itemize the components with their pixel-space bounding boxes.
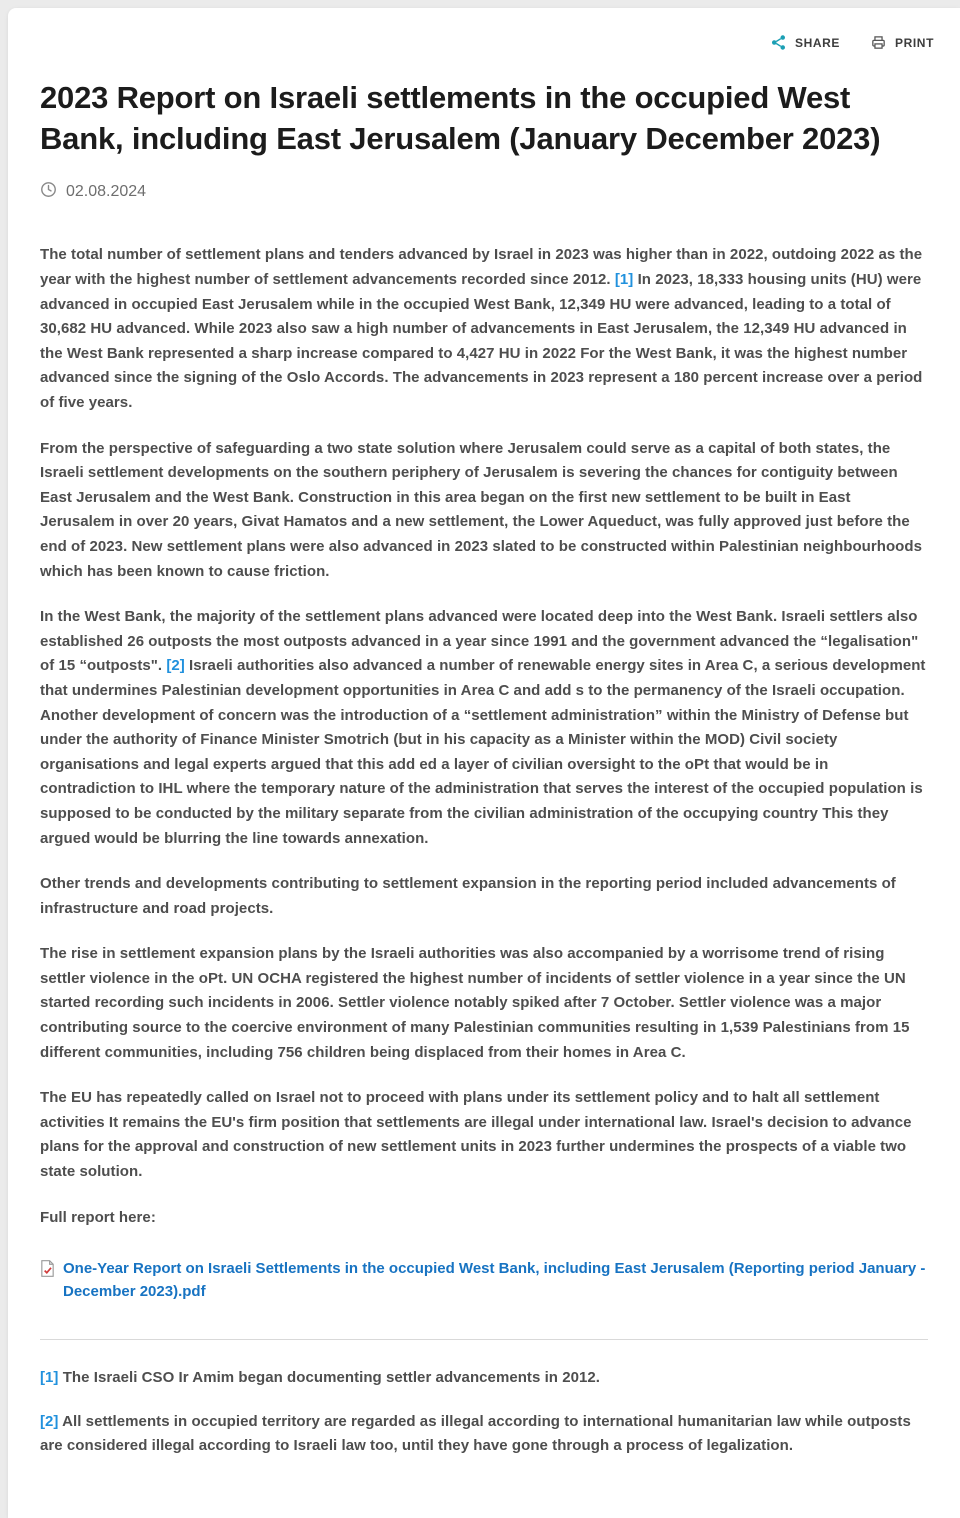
- paragraph-6: [40, 1086, 928, 1184]
- paragraph-text: Other trends and developments contributing to settlement expansion in the reporting period included advancements of infrastructure and road projects.: [40, 875, 896, 917]
- share-button[interactable]: [770, 34, 840, 51]
- paragraph-text: Full report here:: [40, 1208, 156, 1226]
- paragraph-text: From the perspective of safeguarding a two state solution where Jerusalem could serve as a capital of both states, the Israeli settlement developments on the southern periphery of Jerusalem is severing the chances for contiguity between East Jerusalem and the West Bank. Construction in this area began on the first new settlement to be built in East Jerusalem in over 20 years, Givat Hamatos and a new settlement, the Lower Aqueduct, was fully approved just before the end of 2023. New settlement plans were also advanced in 2023 slated to be constructed within Palestinian neighbourhoods which has been known to cause friction.: [40, 439, 922, 580]
- article-card: [8, 8, 960, 1518]
- footnote-2: [40, 1410, 928, 1459]
- publish-date: 02.08.2024: [66, 183, 147, 201]
- footnote-1: [40, 1366, 928, 1391]
- paragraph-text: The rise in settlement expansion plans by the Israeli authorities was also accompanied by a worrisome trend of rising settler violence in the oPt. UN OCHA registered the highest number of incidents of settler violence in a year since the UN started recording such incidents in 2006. Settler violence notably spiked after 7 October. Settler violence was a major contributing source to the coercive environment of many Palestinian communities resulting in 1,539 Palestinians from 15 different communities, including 756 children being displaced from their homes in Area C.: [40, 945, 910, 1061]
- share-icon: [770, 34, 787, 51]
- footnote-1-ref[interactable]: [1]: [40, 1369, 59, 1387]
- footnote-ref-1[interactable]: [1]: [614, 271, 634, 289]
- pdf-link[interactable]: One-Year Report on Israeli Settlements in the occupied West Bank, including East Jerusalem (Reporting period January - December 2023).pdf: [63, 1260, 926, 1300]
- footnote-text: The Israeli CSO Ir Amim began documenting settler advancements in 2012.: [58, 1369, 601, 1387]
- print-label: PRINT: [895, 35, 934, 50]
- footnote-2-ref[interactable]: [2]: [40, 1412, 59, 1430]
- footnotes-divider: [40, 1339, 928, 1340]
- paragraph-text: In the West Bank, the majority of the settlement plans advanced were located deep into the West Bank. Israeli settlers also established 26 outposts the most outposts advanced in a year since 1991 and the government advanced the “legalisation" of 15 “outposts".: [40, 608, 919, 675]
- paragraph-text: The EU has repeatedly called on Israel not to proceed with plans under its settlement policy and to halt all settlement activities It remains the EU's firm position that settlements are illegal under international law. Israel's decision to advance plans for the approval and construction of new settlement units in 2023 further undermines the prospects of a viable two state solution.: [40, 1089, 912, 1181]
- pdf-attachment-row: [40, 1258, 928, 1303]
- page-title: 2023 Report on Israeli settlements in the occupied West Bank, including East Jerusalem (January December 2023): [40, 80, 881, 157]
- paragraph-1: [40, 243, 928, 415]
- footnote-text: All settlements in occupied territory are regarded as illegal according to international humanitarian law while outposts are considered illegal according to Israeli law too, until they have gone through a process of legalization.: [40, 1412, 911, 1455]
- paragraph-text: In 2023, 18,333 housing units (HU) were advanced in occupied East Jerusalem while in the occupied West Bank, 12,349 HU were advanced, leading to a total of 30,682 HU advanced. While 2023 also saw a high number of advancements in East Jerusalem, the 12,349 HU advanced in the West Bank represented a sharp increase compared to 4,427 HU in 2022 For the West Bank, it was the highest number advanced since the signing of the Oslo Accords. The advancements in 2023 represent a 180 percent increase over a period of five years.: [40, 271, 923, 411]
- paragraph-2: [40, 437, 928, 585]
- pdf-file-icon: [40, 1258, 55, 1282]
- footnote-ref-2[interactable]: [2]: [166, 657, 185, 675]
- footnotes: [40, 1366, 928, 1459]
- paragraph-full-report: [40, 1206, 928, 1231]
- clock-icon: [40, 181, 57, 203]
- paragraph-4: [40, 872, 928, 921]
- date-row: [40, 181, 934, 203]
- paragraph-text: Israeli authorities also advanced a number of renewable energy sites in Area C, a serious development that undermines Palestinian development opportunities in Area C and add s to the permanency of the Israeli occupation. Another development of concern was the introduction of a “settlement administration” within the Ministry of Defense but under the authority of Finance Minister Smotrich (but in his capacity as a Minister within the MOD) Civil society organisations and legal experts argued that this add ed a layer of civilian oversight to the oPt that would be in contradiction to IHL where the temporary nature of the administration that serves the interest of the occupied population is supposed to be conducted by the military separate from the civilian administration of the occupying country This they argued would be blurring the line towards annexation.: [40, 657, 926, 847]
- paragraph-3: [40, 605, 928, 851]
- share-label: SHARE: [794, 35, 840, 50]
- paragraph-5: [40, 942, 928, 1065]
- paragraph-text: The total number of settlement plans and tenders advanced by Israel in 2023 was higher than in 2022, outdoing 2022 as the year with the highest number of settlement advancements recorded since 2012.: [40, 246, 923, 289]
- article-body: [40, 243, 928, 1459]
- print-button[interactable]: [870, 34, 934, 51]
- toolbar: [34, 30, 934, 51]
- print-icon: [870, 34, 887, 51]
